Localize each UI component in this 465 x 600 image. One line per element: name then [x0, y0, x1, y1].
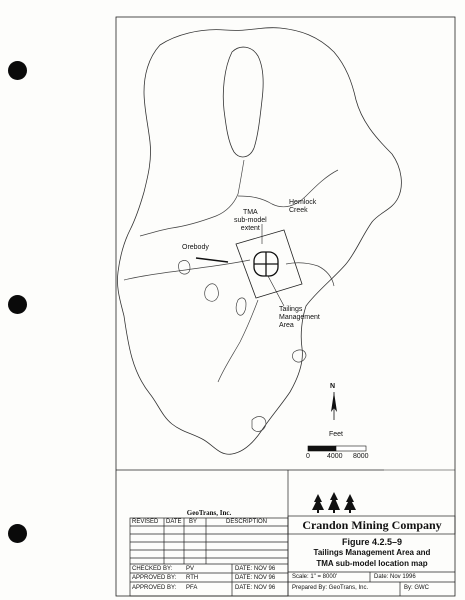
north-label: N	[330, 383, 336, 390]
approval-role-3: APPROVED BY:	[132, 585, 177, 591]
pond-5	[252, 417, 266, 432]
rev-header-description: DESCRIPTION	[226, 519, 268, 525]
scale-tick-0: 0	[306, 453, 310, 460]
tailings-area-label: Tailings Management Area	[279, 306, 320, 329]
stream-east	[286, 263, 334, 286]
company-name: Crandon Mining Company	[302, 518, 442, 532]
by-text: By: GWC	[404, 585, 429, 591]
company-logo-icon	[312, 492, 356, 513]
stream-north	[140, 160, 244, 236]
pond-1	[205, 284, 219, 302]
stream-west	[124, 260, 250, 280]
scale-bar-title: Feet	[329, 431, 344, 438]
scale-tick-4000: 4000	[327, 453, 343, 460]
approval-name-3: PFA	[186, 585, 198, 591]
tailings-management-area	[254, 252, 278, 276]
approval-date-2: DATE: NOV 96	[235, 575, 276, 581]
figure-title-line-1: Tailings Management Area and	[313, 548, 431, 557]
approval-role-2: APPROVED BY:	[132, 575, 177, 581]
pond-2	[236, 298, 246, 315]
tma-extent-label: TMA sub-model extent	[234, 209, 267, 232]
figure-title-line-2: TMA sub-model location map	[316, 559, 428, 568]
rev-header-date: DATE	[166, 519, 182, 525]
orebody-trace	[196, 258, 228, 262]
lake	[223, 47, 263, 157]
scale-tick-8000: 8000	[353, 453, 369, 460]
approval-name-2: RTH	[186, 575, 199, 581]
pond-3	[179, 260, 191, 274]
figure-number: Figure 4.2.5–9	[341, 537, 403, 547]
orebody-label: Orebody	[182, 244, 209, 251]
revision-logo: GeoTrans, Inc.	[186, 509, 232, 517]
stream-south	[218, 300, 258, 382]
approval-date-1: DATE: NOV 96	[235, 566, 276, 572]
scale-bar	[308, 446, 366, 451]
hemlock-creek	[238, 170, 338, 207]
tailings-leader-line	[268, 276, 284, 306]
rev-header-by: BY	[189, 519, 198, 525]
approval-role-1: CHECKED BY:	[132, 566, 173, 572]
pond-4	[293, 350, 307, 362]
approval-name-1: PV	[186, 566, 195, 572]
north-arrow-icon	[331, 392, 337, 420]
approval-date-3: DATE: NOV 96	[235, 585, 276, 591]
watershed-boundary	[117, 28, 401, 455]
date-text: Date: Nov 1996	[374, 574, 416, 580]
hemlock-creek-label: Hemlock Creek	[289, 199, 317, 214]
prepared-by-text: Prepared By: GeoTrans, Inc.	[292, 585, 369, 591]
scale-text: Scale: 1" = 8000'	[292, 574, 338, 580]
rev-header-revised: REVISED	[132, 519, 159, 525]
